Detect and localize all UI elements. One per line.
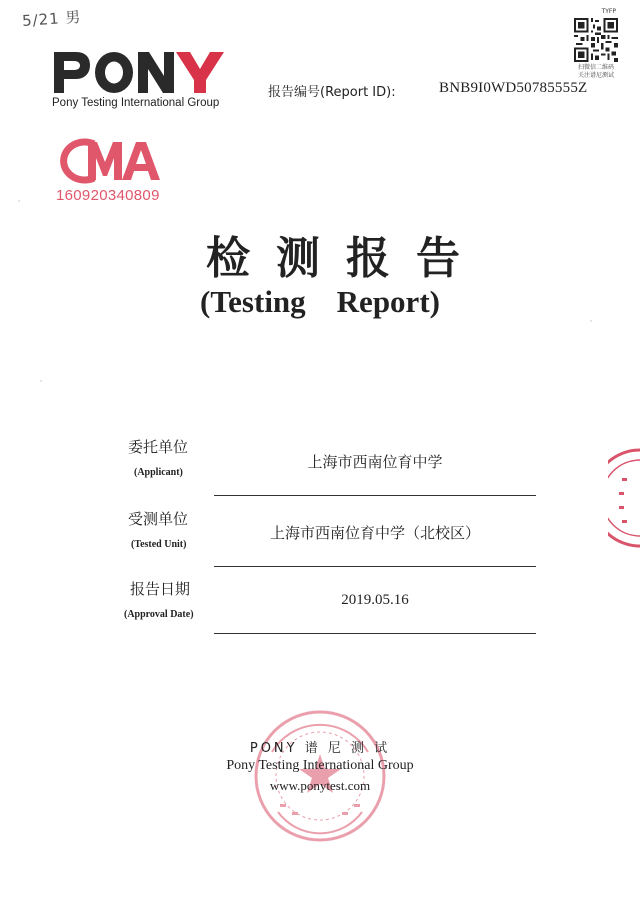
tested-unit-underline (214, 566, 536, 567)
applicant-label-cn: 委托单位 (128, 438, 189, 456)
title-english: (Testing Report) (200, 284, 440, 319)
approval-date-value: 2019.05.16 (341, 592, 409, 608)
corner-code: TYFP (601, 8, 616, 15)
qr-caption-line2: 关注谱尼测试 (577, 72, 614, 79)
cma-number: 160920340809 (56, 187, 160, 204)
tested-unit-value: 上海市西南位育中学（北校区） (269, 524, 480, 542)
approval-date-label-cn: 报告日期 (130, 580, 191, 598)
qr-code-icon (574, 18, 618, 62)
handwritten-note: 5/21 男 (21, 7, 83, 31)
scan-speck (590, 320, 592, 322)
report-id-value: BNB9I0WD50785555Z (439, 80, 588, 96)
tested-unit-label-cn: 受测单位 (128, 510, 189, 528)
report-id-label: 报告编号(Report ID): (268, 85, 396, 100)
applicant-value: 上海市西南位育中学 (307, 453, 443, 471)
logo-group-name: Pony Testing International Group (52, 97, 220, 109)
footer-company-en: Pony Testing International Group (226, 758, 414, 773)
approval-date-underline (214, 633, 536, 634)
scan-speck (40, 380, 42, 382)
edge-seal (608, 448, 640, 548)
title-chinese: 检测报告 (206, 233, 486, 284)
qr-caption-line1: 扫微信二维码 (577, 64, 614, 71)
applicant-label-en: (Applicant) (134, 467, 183, 478)
pony-logo (52, 50, 228, 95)
official-seal (252, 708, 388, 844)
tested-unit-label-en: (Tested Unit) (131, 539, 187, 550)
scan-speck (18, 200, 20, 202)
footer-website: www.ponytest.com (269, 778, 371, 793)
qr-caption (568, 64, 624, 80)
cma-stamp (56, 136, 166, 186)
applicant-underline (214, 495, 536, 496)
footer-company-cn: PONY 谱 尼 测 试 (249, 741, 391, 756)
approval-date-label-en: (Approval Date) (124, 609, 194, 620)
